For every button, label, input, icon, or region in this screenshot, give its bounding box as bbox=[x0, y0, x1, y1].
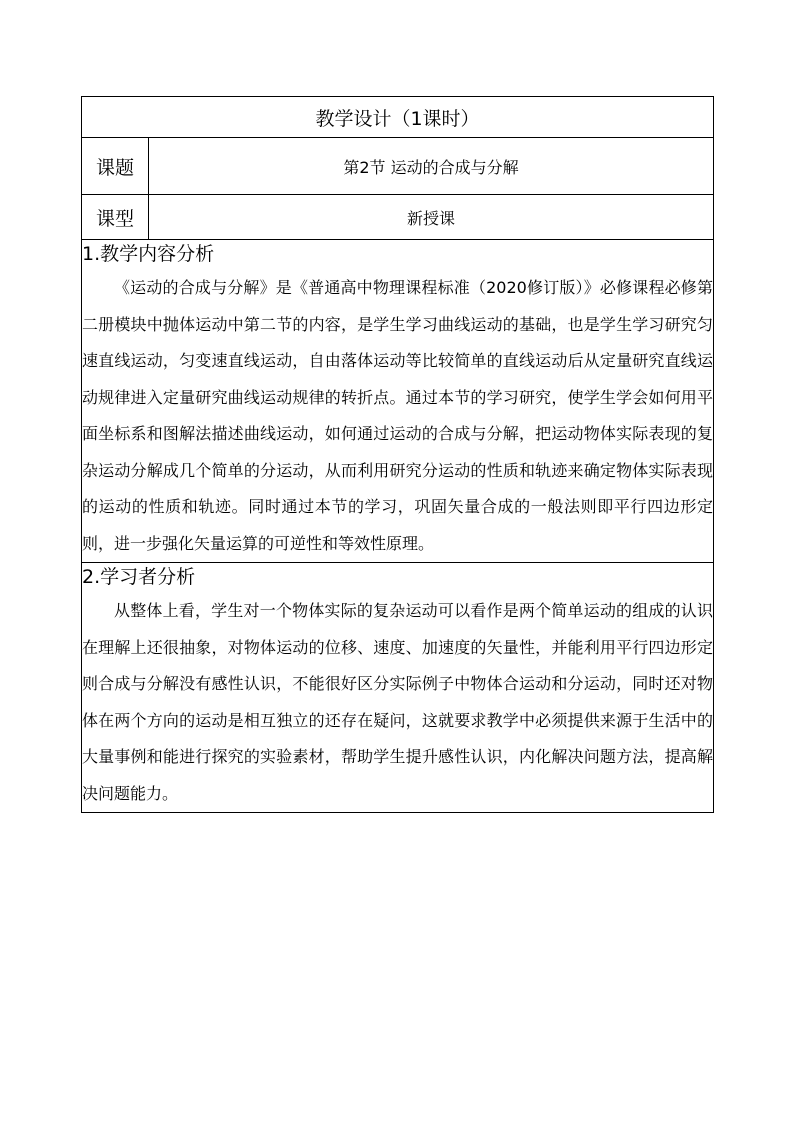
learner-analysis-section bbox=[82, 563, 714, 813]
lesson-type-row bbox=[82, 195, 714, 240]
content-analysis-row bbox=[82, 240, 714, 563]
document-title: 教学设计（1课时） bbox=[82, 97, 714, 138]
learner-analysis-heading: 2.学习者分析 bbox=[82, 566, 196, 588]
lesson-type-label: 课型 bbox=[82, 195, 149, 240]
learner-analysis-row bbox=[82, 563, 714, 813]
topic-label: 课题 bbox=[82, 138, 149, 195]
content-analysis-body: 《运动的合成与分解》是《普通高中物理课程标准（2020修订版）》必修课程必修第二册模块中抛体运动中第二节的内容，是学生学习曲线运动的基础，也是学生学习研究匀速直线运动，匀变速直线运动，自由落体运动等比较简单的直线运动后从定量研究直线运动规律进入定量研究曲线运动规律的转折点。通过本节的学习研究，使学生学会如何用平面坐标系和图解法描述曲线运动，如何通过运动的合成与分解，把运动物体实际表现的复杂运动分解成几个简单的分运动，从而利用研究分运动的性质和轨迹来确定物体实际表现的运动的性质和轨迹。同时通过本节的学习，巩固矢量合成的一般法则即平行四边形定则，进一步强化矢量运算的可逆性和等效性原理。 bbox=[82, 278, 713, 553]
topic-value: 第2节 运动的合成与分解 bbox=[149, 138, 714, 195]
content-analysis-section bbox=[82, 240, 714, 563]
title-row bbox=[82, 97, 714, 138]
lesson-type-value: 新授课 bbox=[149, 195, 714, 240]
content-analysis-heading: 1.教学内容分析 bbox=[82, 243, 215, 265]
lesson-plan-table bbox=[81, 96, 714, 813]
learner-analysis-body: 从整体上看，学生对一个物体实际的复杂运动可以看作是两个简单运动的组成的认识在理解上还很抽象，对物体运动的位移、速度、加速度的矢量性，并能利用平行四边形定则合成与分解没有感性认识，不能很好区分实际例子中物体合运动和分运动，同时还对物体在两个方向的运动是相互独立的还存在疑问，这就要求教学中必须提供来源于生活中的大量事例和能进行探究的实验素材，帮助学生提升感性认识，内化解决问题方法，提高解决问题能力。 bbox=[82, 601, 713, 803]
topic-row bbox=[82, 138, 714, 195]
